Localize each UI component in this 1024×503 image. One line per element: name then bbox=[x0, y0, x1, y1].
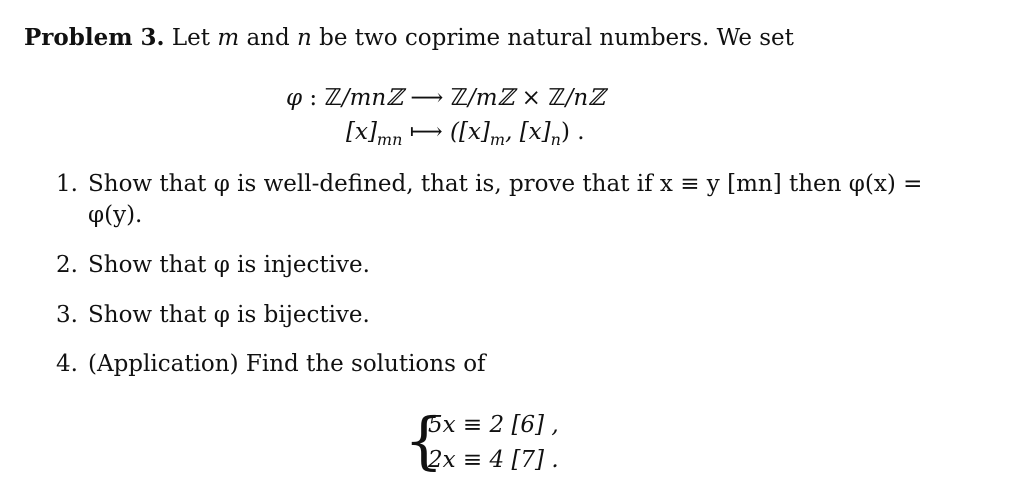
phi-symbol: φ bbox=[286, 85, 303, 111]
codomain-left-quotient: /mℤ bbox=[467, 85, 515, 111]
intro-text-b: be two coprime natural numbers. We set bbox=[319, 25, 794, 51]
intro-text-a: Let bbox=[171, 25, 211, 51]
item-4-text: (Application) Find the solutions of bbox=[88, 351, 486, 377]
list-item-1 bbox=[56, 170, 922, 198]
times-sign: × bbox=[521, 85, 541, 111]
codomain-right-quotient: /nℤ bbox=[565, 85, 605, 111]
list-item-1-continuation bbox=[88, 201, 142, 229]
item-2-text: Show that φ is injective. bbox=[88, 252, 370, 278]
map-rule bbox=[346, 118, 585, 154]
blackboard-z-left: ℤ bbox=[450, 85, 468, 111]
list-item-2 bbox=[56, 251, 370, 279]
image-middle: , [x] bbox=[505, 119, 551, 145]
problem-intro bbox=[24, 24, 794, 52]
item-1-line-2: φ(y). bbox=[88, 202, 143, 228]
list-item-3 bbox=[56, 301, 370, 329]
system-brace: { bbox=[404, 404, 444, 477]
blackboard-z-right: ℤ bbox=[548, 85, 566, 111]
intro-and: and bbox=[246, 25, 290, 51]
element-class: [x] bbox=[346, 119, 377, 145]
blackboard-z-domain: ℤ bbox=[324, 85, 342, 111]
item-1-line-1: Show that φ is well-defined, that is, prove that if x ≡ y [mn] then φ(x) = bbox=[88, 171, 923, 197]
problem-heading: Problem 3. bbox=[24, 24, 165, 51]
image-open: ([x] bbox=[450, 119, 490, 145]
element-subscript: mn bbox=[376, 130, 403, 149]
item-2-number: 2. bbox=[56, 252, 78, 278]
colon: : bbox=[309, 85, 318, 111]
var-m: m bbox=[217, 25, 240, 51]
item-3-number: 3. bbox=[56, 302, 78, 328]
congruence-2: 2x ≡ 4 [7] . bbox=[428, 447, 559, 473]
item-3-text: Show that φ is bijective. bbox=[88, 302, 370, 328]
image-close: ) . bbox=[560, 119, 585, 145]
image-subscript-n: n bbox=[550, 130, 561, 149]
item-1-number: 1. bbox=[56, 171, 78, 197]
mapsto-arrow: ⟼ bbox=[409, 119, 443, 145]
list-item-4 bbox=[56, 350, 486, 378]
var-n: n bbox=[297, 25, 312, 51]
congruence-1: 5x ≡ 2 [6] , bbox=[428, 412, 559, 438]
map-signature bbox=[286, 84, 605, 112]
image-subscript-m: m bbox=[489, 130, 506, 149]
domain-quotient: /mnℤ bbox=[341, 85, 404, 111]
item-4-number: 4. bbox=[56, 351, 78, 377]
long-arrow: ⟶ bbox=[410, 85, 444, 111]
